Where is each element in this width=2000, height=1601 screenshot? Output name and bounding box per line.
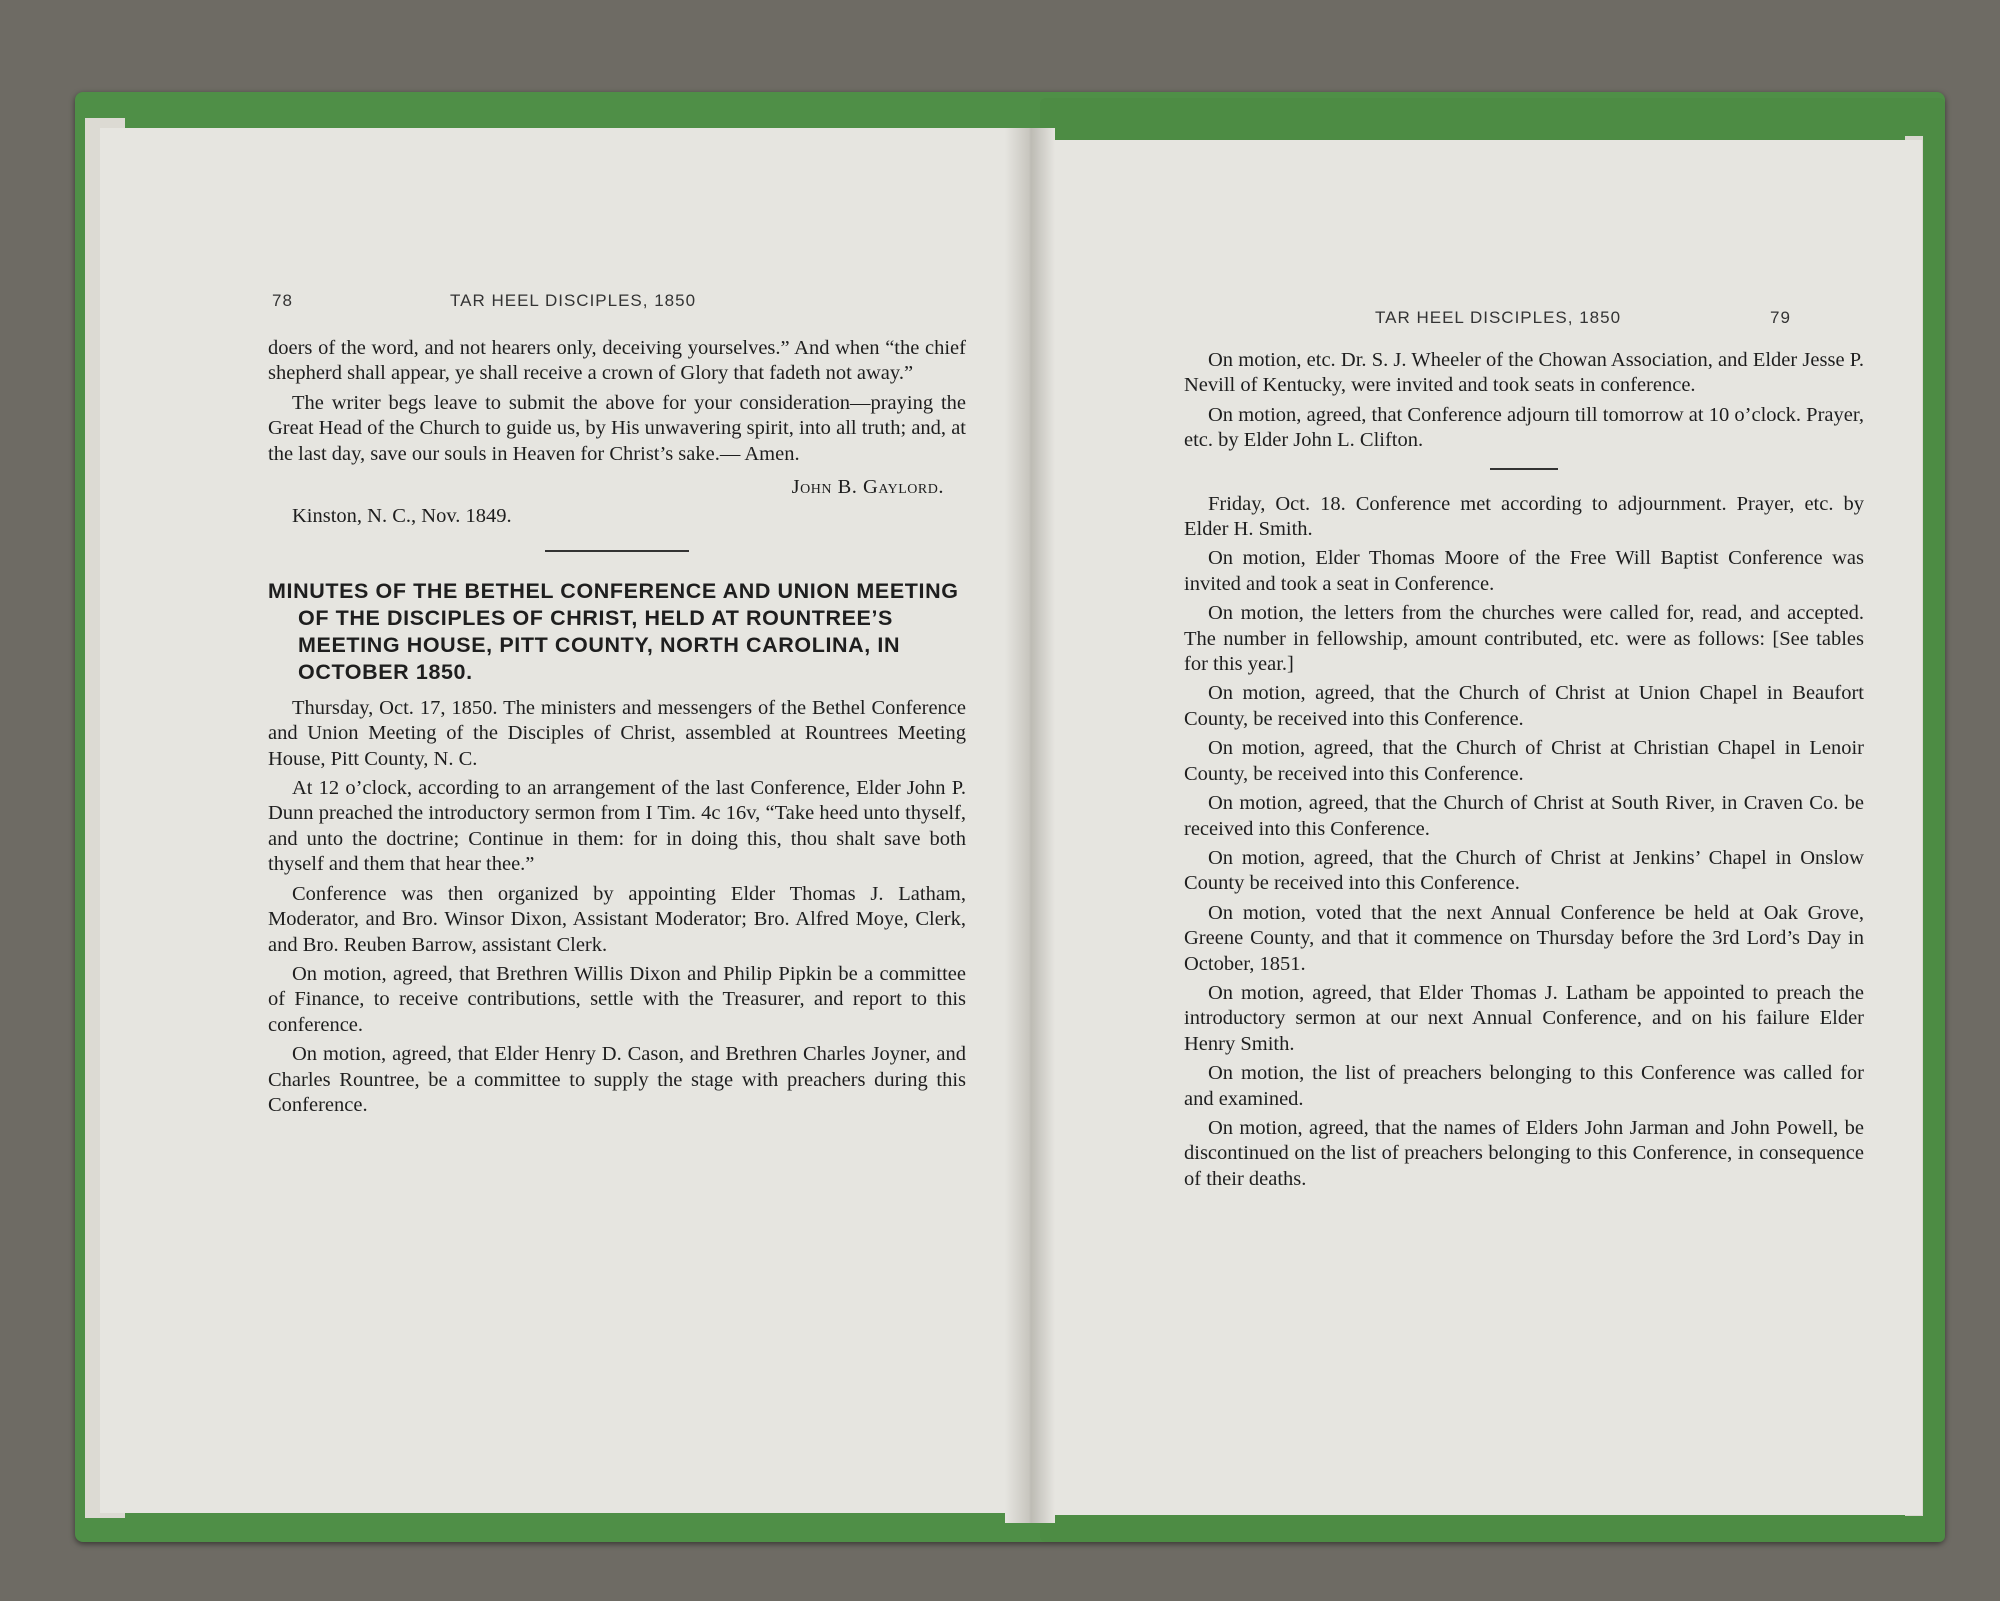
section-heading: MINUTES OF THE BETHEL CONFERENCE AND UNION MEETING OF THE DISCIPLES OF CHRIST, HELD AT ROUNTREE’S MEETING HOUSE, PITT COUNTY, NORTH CAROLINA, IN OCTOBER 1850. bbox=[268, 578, 959, 684]
section-divider bbox=[1490, 468, 1558, 470]
paragraph: At 12 o’clock, according to an arrangement of the last Conference, Elder John P. Dunn preached the introductory sermon from I Tim. 4c 16v, “Take heed unto thyself, and unto the doctrine; Continue in them: for in doing this, thou shalt save both thyself and them that hear thee.” bbox=[268, 777, 966, 876]
paragraph: Thursday, Oct. 17, 1850. The ministers and messengers of the Bethel Conference and Union Meeting of the Disciples of Christ, assembled at Rountrees Meeting House, Pitt County, N. C. bbox=[268, 696, 966, 770]
paragraph: On motion, agreed, that the Church of Christ at Union Chapel in Beaufort County, be received into this Conference. bbox=[1184, 682, 1864, 730]
left-page-number: 78 bbox=[272, 291, 293, 310]
right-page-number: 79 bbox=[1770, 308, 1791, 327]
paragraph: On motion, agreed, that Conference adjourn till tomorrow at 10 o’clock. Prayer, etc. by Elder John L. Clifton. bbox=[1184, 403, 1864, 452]
book-gutter bbox=[1005, 128, 1055, 1523]
right-running-head: TAR HEEL DISCIPLES, 1850 bbox=[1375, 308, 1622, 327]
paragraph: On motion, agreed, that the Church of Christ at South River, in Craven Co. be received into this Conference. bbox=[1184, 792, 1864, 840]
paragraph: The writer begs leave to submit the above for your consideration—praying the Great Head of the Church to guide us, by His unwavering spirit, into all truth; and, at the last day, save our souls in Heaven for Christ’s sake.— Amen. bbox=[268, 391, 966, 465]
signature: John B. Gaylord. bbox=[791, 476, 944, 499]
right-text-column bbox=[1184, 348, 1864, 1196]
paragraph: On motion, agreed, that Elder Thomas J. Latham be appointed to preach the introductory sermon at our next Annual Conference, and on his failure Elder Henry Smith. bbox=[1184, 981, 1864, 1055]
paragraph: On motion, agreed, that the Church of Christ at Jenkins’ Chapel in Onslow County be received into this Conference. bbox=[1184, 846, 1864, 895]
left-text-column bbox=[268, 336, 966, 1122]
paragraph: On motion, voted that the next Annual Conference be held at Oak Grove, Greene County, and that it commence on Thursday before the 3rd Lord’s Day in October, 1851. bbox=[1184, 901, 1864, 975]
dateline: Kinston, N. C., Nov. 1849. bbox=[292, 505, 512, 528]
paragraph: doers of the word, and not hearers only, deceiving yourselves.” And when “the chief shepherd shall appear, ye shall receive a crown of Glory that fadeth not away.” bbox=[268, 337, 966, 385]
paragraph: On motion, the list of preachers belonging to this Conference was called for and examined. bbox=[1184, 1062, 1864, 1110]
left-page bbox=[100, 128, 1032, 1513]
paragraph: On motion, Elder Thomas Moore of the Free Will Baptist Conference was invited and took a seat in Conference. bbox=[1184, 547, 1864, 595]
paragraph: On motion, agreed, that the Church of Christ at Christian Chapel in Lenoir County, be received into this Conference. bbox=[1184, 737, 1864, 785]
section-divider bbox=[545, 550, 689, 552]
paragraph: On motion, agreed, that Brethren Willis Dixon and Philip Pipkin be a committee of Finance, to receive contributions, settle with the Treasurer, and report to this conference. bbox=[268, 962, 966, 1036]
right-page bbox=[1030, 140, 1922, 1515]
paragraph: On motion, agreed, that the names of Elders John Jarman and John Powell, be discontinued on the list of preachers belonging to this Conference, in consequence of their deaths. bbox=[1184, 1116, 1864, 1190]
paragraph: Conference was then organized by appointing Elder Thomas J. Latham, Moderator, and Bro. Winsor Dixon, Assistant Moderator; Bro. Alfred Moye, Clerk, and Bro. Reuben Barrow, assistant Clerk. bbox=[268, 882, 966, 956]
paragraph: On motion, the letters from the churches were called for, read, and accepted. The number in fellowship, amount contributed, etc. were as follows: [See tables for this year.] bbox=[1184, 602, 1864, 676]
paragraph: Friday, Oct. 18. Conference met according to adjournment. Prayer, etc. by Elder H. Smith. bbox=[1184, 492, 1864, 541]
paragraph: On motion, agreed, that Elder Henry D. Cason, and Brethren Charles Joyner, and Charles Rountree, be a committee to supply the stage with preachers during this Conference. bbox=[268, 1043, 966, 1116]
left-running-head: TAR HEEL DISCIPLES, 1850 bbox=[450, 291, 697, 310]
paragraph: On motion, etc. Dr. S. J. Wheeler of the Chowan Association, and Elder Jesse P. Nevill of Kentucky, were invited and took seats in conference. bbox=[1184, 349, 1864, 397]
